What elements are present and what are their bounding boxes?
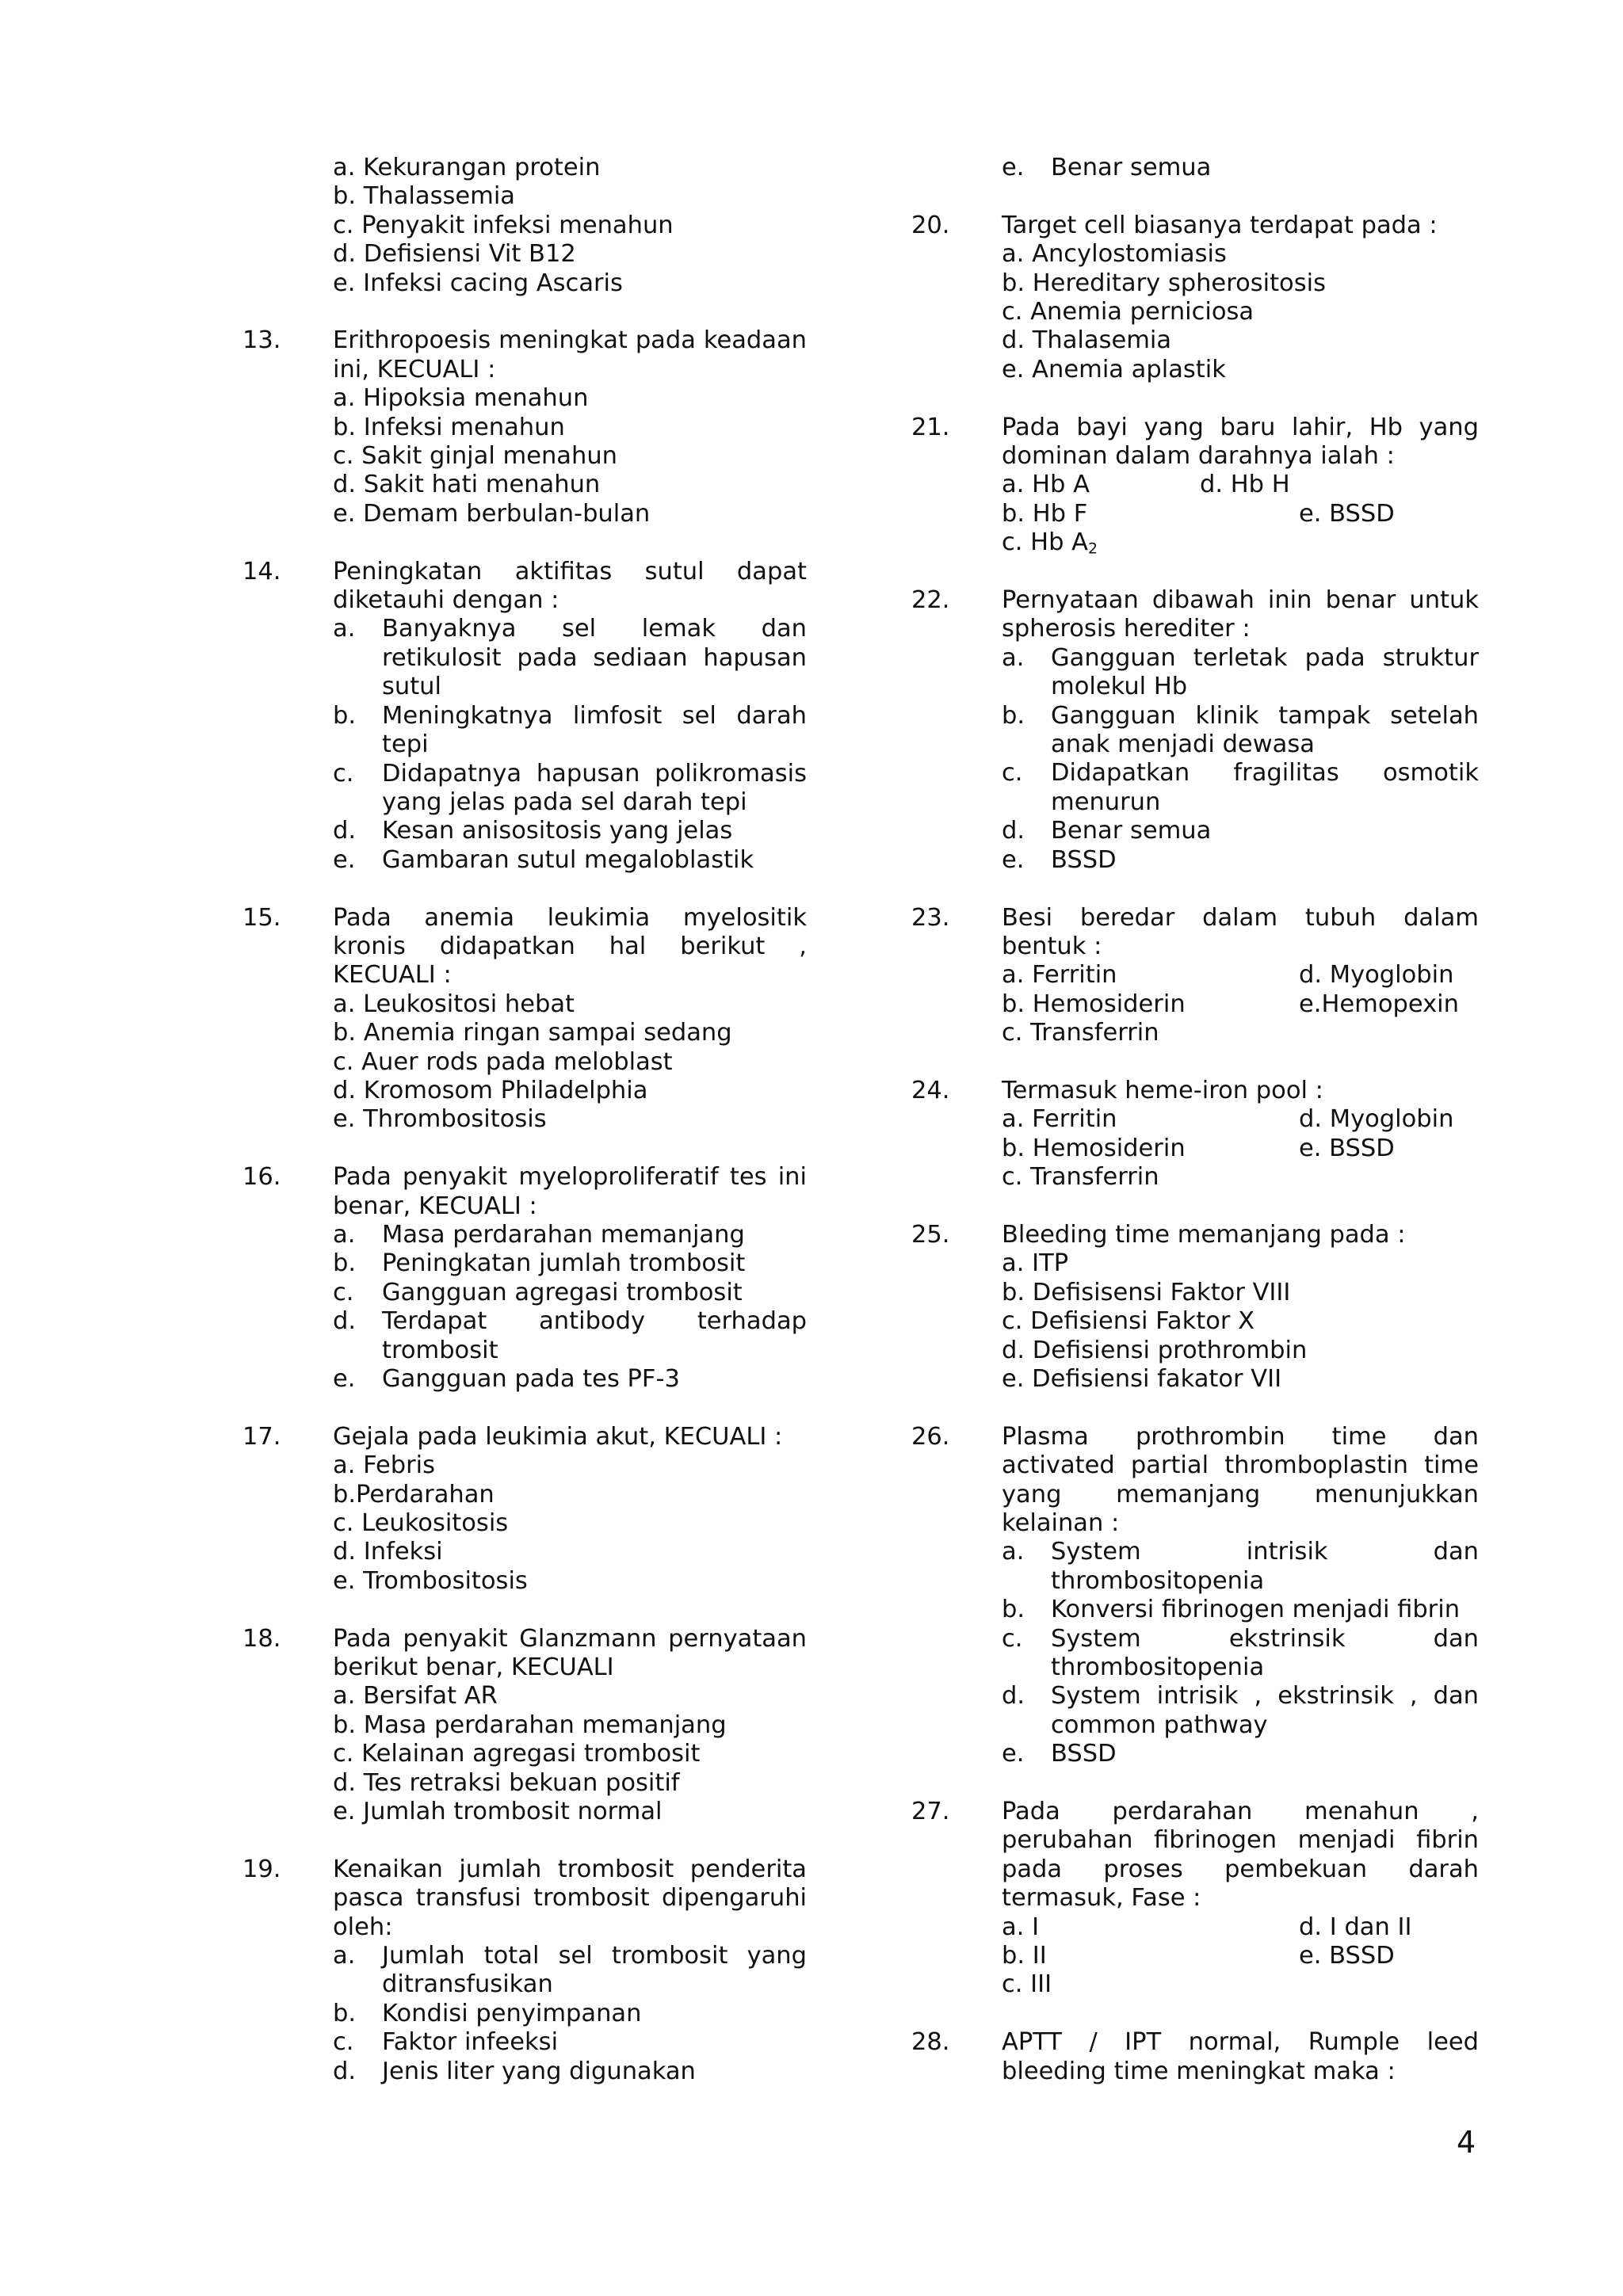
option	[333, 2000, 807, 2028]
option	[1002, 528, 1479, 557]
question-number: 16.	[242, 1163, 281, 1192]
question-13	[242, 326, 807, 528]
question-text: APTT / IPT normal, Rumple leed bleeding time meningkat maka :	[1002, 2028, 1479, 2085]
option: e. BSSD	[1299, 499, 1395, 528]
option: a. I	[1002, 1913, 1040, 1941]
option-letter: a.	[1002, 643, 1025, 672]
question-number: 13.	[242, 326, 281, 355]
option: b. Hemosiderin	[1002, 1134, 1186, 1162]
option: d. Myoglobin	[1299, 1105, 1454, 1134]
option-text: BSSD	[1051, 1740, 1117, 1768]
option: e. Defisiensi fakator VII	[1002, 1364, 1282, 1393]
option-row	[1002, 990, 1479, 1019]
option	[1002, 1740, 1479, 1768]
option: b. Anemia ringan sampai sedang	[333, 1019, 732, 1047]
option: c. Transferrin	[1002, 1019, 1159, 1047]
option-letter: d.	[1002, 1682, 1025, 1711]
option	[333, 615, 807, 701]
option-letter: a.	[1002, 1538, 1025, 1566]
question-text: Gejala pada leukimia akut, KECUALI :	[333, 1422, 783, 1451]
option: d. Defisiensi Vit B12	[333, 240, 576, 269]
question-number: 26.	[911, 1422, 950, 1451]
question-number: 15.	[242, 903, 281, 932]
question-number: 27.	[911, 1798, 950, 1826]
left-column	[242, 154, 807, 2115]
question-22	[911, 586, 1479, 875]
option-text: Jenis liter yang digunakan	[382, 2057, 696, 2085]
option-row	[1002, 1942, 1479, 1970]
option-row	[1002, 1913, 1479, 1942]
question-number: 18.	[242, 1624, 281, 1653]
option: d. Hb H	[1200, 471, 1290, 499]
right-column	[911, 154, 1479, 2115]
option: b. Hb F	[1002, 499, 1088, 528]
question-28	[911, 2028, 1479, 2086]
option	[1002, 1538, 1479, 1596]
question-text: Pada bayi yang baru lahir, Hb yang dominan dalam darahnya ialah :	[1002, 413, 1479, 471]
option-text: Didapatnya hapusan polikromasis yang jelas pada sel darah tepi	[382, 759, 807, 816]
option: d. Defisiensi prothrombin	[1002, 1336, 1308, 1364]
option	[1002, 1596, 1479, 1624]
option-letter: b.	[333, 1999, 357, 2027]
question-27	[911, 1798, 1479, 2000]
option: b. Masa perdarahan memanjang	[333, 1711, 727, 1739]
question-text: Target cell biasanya terdapat pada :	[1002, 211, 1438, 239]
option-letter: e.	[1002, 1740, 1025, 1768]
option-text: Peningkatan jumlah trombosit	[382, 1249, 746, 1278]
option-text: Masa perdarahan memanjang	[382, 1220, 745, 1249]
option: a. Kekurangan protein	[333, 154, 601, 181]
option: a. Ferritin	[1002, 1105, 1117, 1134]
option: e.Hemopexin	[1299, 990, 1459, 1018]
question-text: Pada perdarahan menahun , perubahan fibrinogen menjadi fibrin pada proses pembekuan darah termasuk, Fase :	[1002, 1798, 1479, 1913]
question-14	[242, 558, 807, 875]
option: a. ITP	[1002, 1249, 1069, 1278]
option-text: Banyaknya sel lemak dan retikulosit pada sediaan hapusan sutul	[382, 615, 807, 701]
option-text: System intrisik , ekstrinsik , dan common pathway	[1051, 1682, 1479, 1739]
option: e. Demam berbulan-bulan	[333, 499, 651, 528]
question-text: Pada penyakit myeloproliferatif tes ini benar, KECUALI :	[333, 1163, 807, 1220]
option	[333, 2028, 807, 2057]
option-letter: e.	[1002, 154, 1025, 181]
option: d. I dan II	[1299, 1913, 1412, 1941]
question-23	[911, 904, 1479, 1048]
option-letter: c.	[1002, 759, 1023, 788]
option-text: System intrisik dan thrombositopenia	[1051, 1538, 1479, 1595]
option: a. Hb A	[1002, 471, 1090, 499]
option: d. Infeksi	[333, 1538, 443, 1566]
question-number: 21.	[911, 413, 950, 441]
option-text: Terdapat antibody terhadap trombosit	[382, 1307, 807, 1364]
option-row	[1002, 1135, 1479, 1163]
option-text: Gangguan agregasi trombosit	[382, 1278, 743, 1306]
option-letter: e.	[333, 845, 356, 874]
option: e. Thrombositosis	[333, 1105, 547, 1134]
option: c. Leukositosis	[333, 1509, 509, 1538]
option	[333, 1221, 807, 1249]
option: e. Trombositosis	[333, 1566, 528, 1595]
option-text: Gangguan klinik tampak setelah anak menjadi dewasa	[1051, 701, 1479, 759]
option-letter: a.	[333, 1220, 356, 1249]
question-text: Plasma prothrombin time dan activated partial thromboplastin time yang memanjang menunjukkan kelainan :	[1002, 1422, 1479, 1537]
option: e. Infeksi cacing Ascaris	[333, 269, 623, 297]
option: b. II	[1002, 1942, 1047, 1970]
option	[1002, 644, 1479, 702]
option-letter: a.	[333, 1942, 356, 1970]
question-text: Erithropoesis meningkat pada keadaan ini, KECUALI :	[333, 326, 807, 383]
option-text: Meningkatnya limfosit sel darah tepi	[382, 701, 807, 759]
option: a. Leukositosi hebat	[333, 990, 575, 1018]
option-letter: c.	[333, 1278, 354, 1306]
option: a. Hipoksia menahun	[333, 384, 589, 413]
option-text: Benar semua	[1051, 154, 1212, 181]
option	[333, 846, 807, 875]
option	[333, 817, 807, 845]
option: c. Defisiensi Faktor X	[1002, 1307, 1254, 1336]
option-letter: c.	[333, 2028, 354, 2057]
option: e. BSSD	[1299, 1942, 1395, 1970]
option-text: Kondisi penyimpanan	[382, 1999, 642, 2027]
subscript: 2	[1088, 540, 1098, 558]
option-letter: c.	[333, 759, 354, 788]
option-letter: b.	[333, 701, 357, 730]
question-16	[242, 1163, 807, 1394]
option-text: Gambaran sutul megaloblastik	[382, 845, 754, 874]
option: a. Febris	[333, 1451, 435, 1480]
option	[1002, 817, 1479, 845]
question-text: Pernyataan dibawah inin benar untuk spherosis herediter :	[1002, 586, 1479, 643]
option: d. Kromosom Philadelphia	[333, 1076, 648, 1104]
question-15	[242, 904, 807, 1135]
question-26	[911, 1423, 1479, 1769]
option: d. Thalasemia	[1002, 326, 1172, 355]
question-number: 14.	[242, 557, 281, 585]
option: e. BSSD	[1299, 1134, 1395, 1162]
option-text: Jumlah total sel trombosit yang ditransfusikan	[382, 1942, 807, 1999]
option	[333, 1365, 807, 1394]
question-number: 19.	[242, 1855, 281, 1883]
option: a. Ancylostomiasis	[1002, 240, 1227, 269]
option-text: Kesan anisositosis yang jelas	[382, 817, 733, 845]
option	[333, 760, 807, 818]
option-letter: c.	[1002, 1624, 1023, 1653]
option	[1002, 154, 1479, 182]
option	[333, 1942, 807, 2000]
option-letter: d.	[1002, 817, 1025, 845]
option: b. Infeksi menahun	[333, 413, 565, 441]
option: b. Thalassemia	[333, 182, 515, 211]
question-text: Bleeding time memanjang pada :	[1002, 1220, 1406, 1249]
page-number: 4	[1457, 2125, 1476, 2160]
question-number: 25.	[911, 1220, 950, 1249]
question-25	[911, 1221, 1479, 1394]
question-number: 23.	[911, 903, 950, 932]
option-text: Benar semua	[1051, 817, 1212, 845]
option	[1002, 1682, 1479, 1740]
option-text: Konversi fibrinogen menjadi fibrin	[1051, 1596, 1461, 1624]
option: b.Perdarahan	[333, 1480, 495, 1508]
option-letter: e.	[1002, 845, 1025, 874]
option: e. Anemia aplastik	[1002, 355, 1226, 383]
question-number: 28.	[911, 2028, 950, 2057]
option	[1002, 702, 1479, 760]
option-text: BSSD	[1051, 845, 1117, 874]
option-letter: d.	[333, 2057, 357, 2085]
option	[1002, 846, 1479, 875]
question-12-tail	[242, 154, 807, 298]
option: b. Hereditary spherositosis	[1002, 269, 1326, 297]
option: c. Anemia perniciosa	[1002, 298, 1254, 326]
option-letter: e.	[333, 1365, 356, 1393]
option-letter: a.	[333, 615, 356, 643]
question-24	[911, 1077, 1479, 1192]
option-text: System ekstrinsik dan thrombositopenia	[1051, 1624, 1479, 1682]
option-letter: b.	[1002, 1596, 1025, 1624]
option	[1002, 759, 1479, 817]
question-number: 22.	[911, 586, 950, 615]
option: c. Auer rods pada meloblast	[333, 1047, 673, 1076]
question-number: 24.	[911, 1076, 950, 1104]
option-text: Gangguan terletak pada struktur molekul Hb	[1051, 643, 1479, 701]
question-number: 17.	[242, 1422, 281, 1451]
option: d. Tes retraksi bekuan positif	[333, 1768, 680, 1797]
option: e. Jumlah trombosit normal	[333, 1798, 663, 1826]
option: d. Myoglobin	[1299, 961, 1454, 990]
option: c. Transferrin	[1002, 1163, 1159, 1192]
option: c. Penyakit infeksi menahun	[333, 211, 674, 239]
option: b. Defisisensi Faktor VIII	[1002, 1278, 1291, 1306]
option: a. Bersifat AR	[333, 1682, 498, 1711]
option: b. Hemosiderin	[1002, 990, 1186, 1018]
option-letter: d.	[333, 817, 357, 845]
question-19-tail	[911, 154, 1479, 182]
question-text: Pada anemia leukimia myelositik kronis didapatkan hal berikut , KECUALI :	[333, 903, 807, 990]
option-row	[1002, 961, 1479, 990]
option: c. Kelainan agregasi trombosit	[333, 1740, 701, 1768]
option-text: c. Hb A	[1002, 528, 1089, 557]
question-18	[242, 1625, 807, 1827]
option-letter: b.	[333, 1249, 357, 1278]
question-text: Besi beredar dalam tubuh dalam bentuk :	[1002, 903, 1479, 960]
question-number: 20.	[911, 211, 950, 239]
question-21	[911, 414, 1479, 558]
question-text: Peningkatan aktifitas sutul dapat diketauhi dengan :	[333, 557, 807, 615]
option: d. Sakit hati menahun	[333, 471, 601, 499]
question-20	[911, 212, 1479, 384]
option-letter: d.	[333, 1307, 357, 1336]
option-text: Faktor infeeksi	[382, 2028, 559, 2057]
option	[333, 1307, 807, 1365]
option-row	[1002, 471, 1479, 499]
option	[1002, 1625, 1479, 1683]
option	[333, 1279, 807, 1307]
option-letter: b.	[1002, 701, 1025, 730]
question-17	[242, 1423, 807, 1596]
option-row	[1002, 500, 1479, 528]
option-text: Gangguan pada tes PF-3	[382, 1365, 680, 1393]
option	[333, 702, 807, 760]
question-text: Termasuk heme-iron pool :	[1002, 1076, 1323, 1104]
question-text: Pada penyakit Glanzmann pernyataan berikut benar, KECUALI	[333, 1624, 807, 1682]
option	[333, 2058, 807, 2086]
question-19	[242, 1855, 807, 2086]
question-text: Kenaikan jumlah trombosit penderita pasca transfusi trombosit dipengaruhi oleh:	[333, 1855, 807, 1941]
option: a. Ferritin	[1002, 961, 1117, 990]
option-row	[1002, 1105, 1479, 1134]
option-text: Didapatkan fragilitas osmotik menurun	[1051, 759, 1479, 816]
option: c. III	[1002, 1970, 1052, 1999]
option: c. Sakit ginjal menahun	[333, 442, 617, 471]
option	[333, 1249, 807, 1278]
